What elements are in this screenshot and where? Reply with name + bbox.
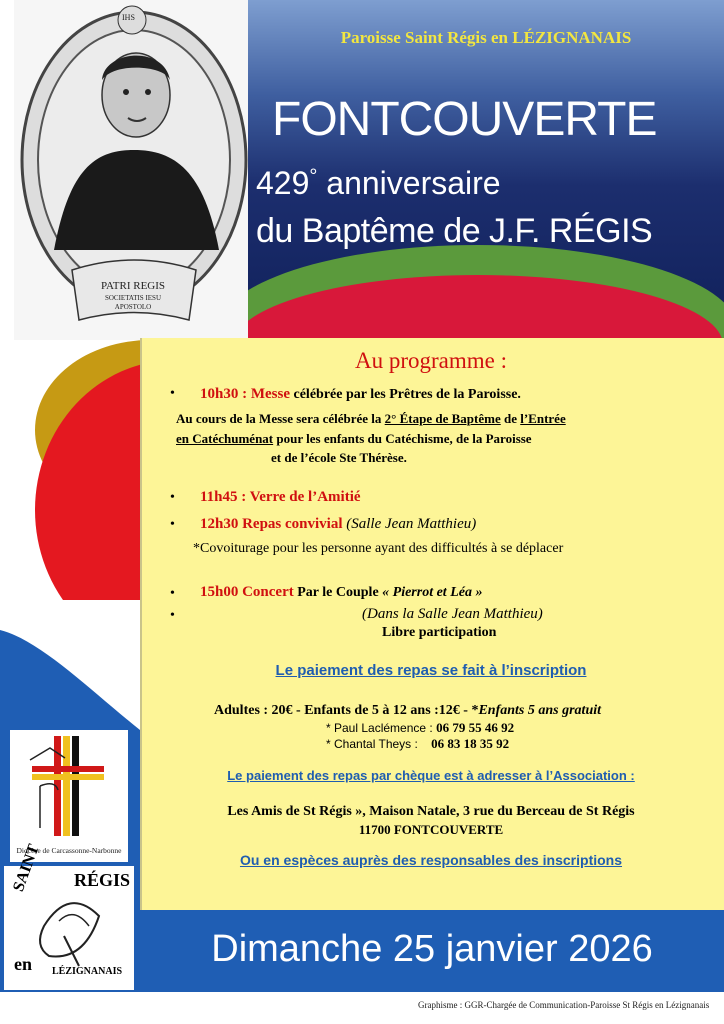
- prices-free: Enfants 5 ans gratuit: [478, 703, 602, 718]
- prices-line: [214, 703, 601, 719]
- portrait-engraving: [14, 0, 248, 340]
- event-date: Dimanche 25 janvier 2026: [211, 928, 653, 970]
- mass-detail-a: Au cours de la Messe sera célébrée la: [176, 411, 385, 426]
- cash-info-link[interactable]: Ou en espèces auprès des responsables des inscriptions: [239, 852, 623, 868]
- mass-detail-line-4: et de l’école Ste Thérèse.: [271, 450, 407, 465]
- contact-1-name: * Paul Laclémence :: [326, 721, 433, 735]
- plaque-line-3: APOSTOLO: [114, 303, 152, 311]
- bullet-2: •: [170, 490, 175, 505]
- association-postcode: 11700 FONTCOUVERTE: [358, 822, 504, 837]
- cheque-info-link[interactable]: Le paiement des repas par chèque est à adresser à l’Association :: [227, 768, 635, 783]
- design-credit: Graphisme : GGR-Chargée de Communication-Paroisse St Régis en Lézignanais: [418, 1000, 710, 1010]
- program-item-aperitif: 11h45 : Verre de l’Amitié: [200, 489, 361, 505]
- mass-detail-b: de: [500, 411, 521, 426]
- diocese-name: Diocèse de Carcassonne-Narbonne: [16, 846, 122, 855]
- concert-place: [362, 606, 543, 623]
- bullet-3: •: [170, 517, 175, 532]
- logo-saint: SAINT: [10, 842, 43, 894]
- association-address: Les Amis de St Régis », Maison Natale, 3 rue du Berceau de St Régis: [227, 804, 635, 819]
- contact-1: [326, 720, 514, 736]
- concert-place-text: (Dans la Salle Jean Matthieu): [362, 606, 543, 622]
- contact-2: [326, 736, 509, 752]
- program-item-mass: [200, 386, 521, 403]
- plaque-line-1: PATRI REGIS: [100, 280, 166, 292]
- logo-lezignanais: LÉZIGNANAIS: [52, 966, 123, 977]
- mass-detail-line-2: [176, 411, 566, 427]
- plaque-line-2: SOCIETATIS IESU: [104, 294, 162, 302]
- carpool-note: *Covoiturage pour les personne ayant des difficultés à se déplacer: [193, 541, 564, 556]
- bullet-1: •: [170, 386, 175, 401]
- anniversary-number: 429: [256, 165, 310, 201]
- contact-1-phone: 06 79 55 46 92: [436, 720, 515, 735]
- mass-desc: célébrée par les Prêtres de la Paroisse.: [290, 387, 521, 402]
- baptism-subtitle: du Baptême de J.F. RÉGIS: [256, 212, 653, 250]
- diocese-cross-icon: [10, 730, 128, 842]
- mass-detail-u1: 2° Étape de Baptême: [384, 411, 501, 426]
- mass-time: 10h30 : Messe: [200, 386, 290, 402]
- contact-2-phone: 06 83 18 35 92: [431, 736, 510, 751]
- lunch-place: (Salle Jean Matthieu): [342, 516, 477, 532]
- bullet-5: •: [170, 608, 175, 623]
- logo-en: en: [14, 954, 32, 974]
- free-participation: Libre participation: [382, 625, 497, 640]
- concert-time: 15h00 Concert: [200, 584, 294, 600]
- logo-regis: RÉGIS: [74, 870, 131, 890]
- anniversary-line: [256, 165, 501, 202]
- payment-info-link[interactable]: Le paiement des repas se fait à l’inscription: [275, 662, 587, 679]
- mass-detail-u3: en Catéchuménat: [176, 431, 274, 446]
- program-item-lunch: [200, 516, 476, 533]
- ihs-mark: IHS: [122, 13, 135, 22]
- parish-name: Paroisse Saint Régis en LÉZIGNANAIS: [340, 28, 632, 47]
- anniversary-word: anniversaire: [326, 165, 501, 201]
- prices-text: Adultes : 20€ - Enfants de 5 à 12 ans :12€ - *: [214, 703, 479, 718]
- bullet-4: •: [170, 586, 175, 601]
- mass-detail-u2: l’Entrée: [520, 411, 566, 426]
- concert-desc: Par le Couple: [293, 585, 383, 600]
- program-title: Au programme :: [354, 348, 507, 373]
- town-title: FONTCOUVERTE: [272, 93, 657, 146]
- program-item-concert: [200, 584, 482, 601]
- mass-detail-c: pour les enfants du Catéchisme, de la Paroisse: [273, 431, 532, 446]
- mass-detail-line-3: [176, 431, 532, 447]
- contact-2-name: * Chantal Theys :: [326, 737, 418, 751]
- concert-performers: « Pierrot et Léa »: [382, 585, 483, 600]
- degree-sign: °: [309, 165, 318, 188]
- lunch-time: 12h30 Repas convivial: [200, 516, 343, 532]
